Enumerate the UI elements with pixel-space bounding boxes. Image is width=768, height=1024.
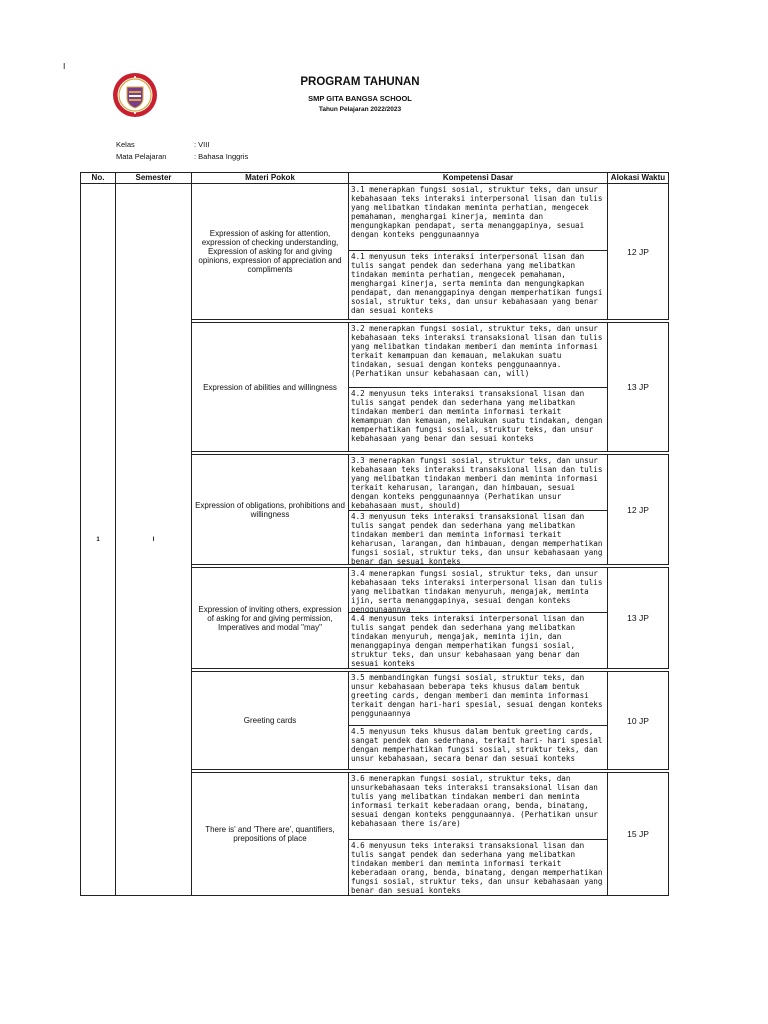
- materi-pokok: Expression of abilities and willingness: [192, 323, 349, 452]
- header-alokasi: Alokasi Waktu: [608, 173, 669, 184]
- kompetensi-dasar: [349, 184, 608, 320]
- document-title: PROGRAM TAHUNAN: [300, 76, 420, 88]
- kd-item: 4.4 menyusun teks interaksi interpersonal lisan dan tulis sangat pendek dan sederhana yang melibatkan tindakan menyuruh, mengajak, meminta ijin, dan menanggapinya dengan memperhatikan fungsi sosial, struktur teks, dan unsur kebahasaan yang benar dan sesuai konteks: [349, 612, 607, 668]
- kd-item: 4.6 menyusun teks interaksi transaksional lisan dan tulis sangat pendek dan sederhana yang melibatkan tindakan memberi dan meminta informasi terkait keberadaan orang, benda, binatang, dengan memperhatikan fungsi sosial, struktur teks, dan unsur kebahasaan yang benar dan sesuai konteks: [349, 839, 607, 895]
- kd-item: 3.6 menerapkan fungsi sosial, struktur teks, dan unsurkebahasaan teks interaksi transaksional lisan dan tulis yang melibatkan tindakan memberi dan meminta informasi terkait keberadaan orang, benda, binatang, sesuai dengan konteks penggunaannya. (Perhatikan unsur kebahasaan there is/are): [351, 774, 598, 828]
- info-value: : Bahasa Inggris: [194, 152, 249, 161]
- materi-pokok: Expression of asking for attention, expression of checking understanding, Expression of asking for and giving opinions, expression of appreciation and compliments: [192, 184, 349, 320]
- kd-item: 3.4 menerapkan fungsi sosial, struktur teks, dan unsur kebahasaan teks interaksi interpersonal lisan dan tulis yang melibatkan tindakan menyuruh, mengajak, meminta ijin, serta menanggapinya, sesuai dengan konteks penggunaannya: [351, 569, 603, 612]
- program-table: [80, 172, 669, 896]
- alokasi-waktu: 12 JP: [608, 455, 669, 565]
- kd-item: 4.1 menyusun teks interaksi interpersonal lisan dan tulis sangat pendek dan sederhana yang melibatkan tindakan meminta perhatian, mengecek pemahaman, menghargai kinerja, serta meminta dan mengungkapkan pendapat, dan menanggapinya dengan memperhatikan fungsi sosial, struktur teks, dan unsur kebahasaan yang benar dan sesuai konteks: [349, 250, 607, 319]
- materi-pokok: Expression of inviting others, expression of asking for and giving permission, Imperatives and modal "may": [192, 568, 349, 669]
- kd-item: 4.2 menyusun teks interaksi transaksional lisan dan tulis sangat pendek dan sederhana yang melibatkan tindakan memberi dan meminta informasi terkait kemampuan dan kemauan, melakukan suatu tindakan, dengan memperhatikan fungsi sosial, struktur teks, dan unsur kebahasaan yang benar dan sesuai konteks: [349, 387, 607, 451]
- kompetensi-dasar: [349, 455, 608, 565]
- row-semester: I: [116, 184, 192, 896]
- kompetensi-dasar: [349, 773, 608, 896]
- alokasi-waktu: 13 JP: [608, 323, 669, 452]
- alokasi-waktu: 10 JP: [608, 672, 669, 770]
- header-materi: Materi Pokok: [192, 173, 349, 184]
- kd-item: 4.3 menyusun teks interaksi transaksional lisan dan tulis sangat pendek dan sederhana yang melibatkan tindakan memberi dan meminta informasi terkait keharusan, larangan, dan himbauan, dengan memperhatikan fungsi sosial, struktur teks, dan unsur kebahasaan yang benar dan sesuai konteks: [349, 510, 607, 564]
- info-label: Kelas: [116, 140, 135, 149]
- info-label: Mata Pelajaran: [116, 152, 167, 161]
- kompetensi-dasar: [349, 568, 608, 669]
- alokasi-waktu: 13 JP: [608, 568, 669, 669]
- table-header-row: [81, 173, 669, 184]
- kd-item: 3.1 menerapkan fungsi sosial, struktur teks, dan unsur kebahasaan teks interaksi interpersonal lisan dan tulis yang melibatkan tindakan meminta perhatian, mengecek pemahaman, menghargai kinerja, meminta dan mengungkapkan pendapat, serta menanggapinya, sesuai dengan konteks penggunaannya: [351, 185, 603, 239]
- info-value: : VIII: [194, 140, 210, 149]
- alokasi-waktu: 15 JP: [608, 773, 669, 896]
- materi-pokok: Expression of obligations, prohibitions and willingness: [192, 455, 349, 565]
- materi-pokok: There is' and 'There are', quantifiers, prepositions of place: [192, 773, 349, 896]
- header-no: No.: [81, 173, 116, 184]
- page-mark: I: [63, 62, 66, 71]
- alokasi-waktu: 12 JP: [608, 184, 669, 320]
- table-row: [81, 184, 669, 320]
- header-semester: Semester: [116, 173, 192, 184]
- kompetensi-dasar: [349, 323, 608, 452]
- materi-pokok: Greeting cards: [192, 672, 349, 770]
- school-logo-icon: [112, 72, 158, 118]
- kd-item: 3.2 menerapkan fungsi sosial, struktur teks, dan unsur kebahasaan teks interaksi transaksional lisan dan tulis yang melibatkan tindakan memberi dan meminta informasi terkait kemampuan dan kemauan, melakukan suatu tindakan, sesuai dengan konteks penggunaannya. (Perhatikan unsur kebahasaan can, will): [351, 324, 603, 378]
- kd-item: 3.3 menerapkan fungsi sosial, struktur teks, dan unsur kebahasaan teks interaksi transaksional lisan dan tulis yang melibatkan tindakan memberi dan meminta informasi terkait keharusan, larangan, dan himbauan, sesuai dengan konteks penggunaannya (Perhatikan unsur kebahasaan must, should): [351, 456, 603, 510]
- kd-item: 3.5 membandingkan fungsi sosial, struktur teks, dan unsur kebahasaan beberapa teks khusus dalam bentuk greeting cards, dengan memberi dan meminta informasi terkait dengan hari-hari spesial, sesuai dengan konteks penggunaannya: [351, 673, 603, 718]
- kompetensi-dasar: [349, 672, 608, 770]
- kd-item: 4.5 menyusun teks khusus dalam bentuk greeting cards, sangat pendek dan sederhana, terkait hari- hari spesial dengan memperhatikan fungsi sosial, struktur teks, dan unsur kebahasaan, secara benar dan sesuai konteks: [349, 725, 607, 769]
- header-kd: Kompetensi Dasar: [349, 173, 608, 184]
- row-number: 1: [81, 184, 116, 896]
- academic-year: Tahun Pelajaran 2022/2023: [318, 106, 402, 113]
- school-name: SMP GITA BANGSA SCHOOL: [308, 94, 412, 103]
